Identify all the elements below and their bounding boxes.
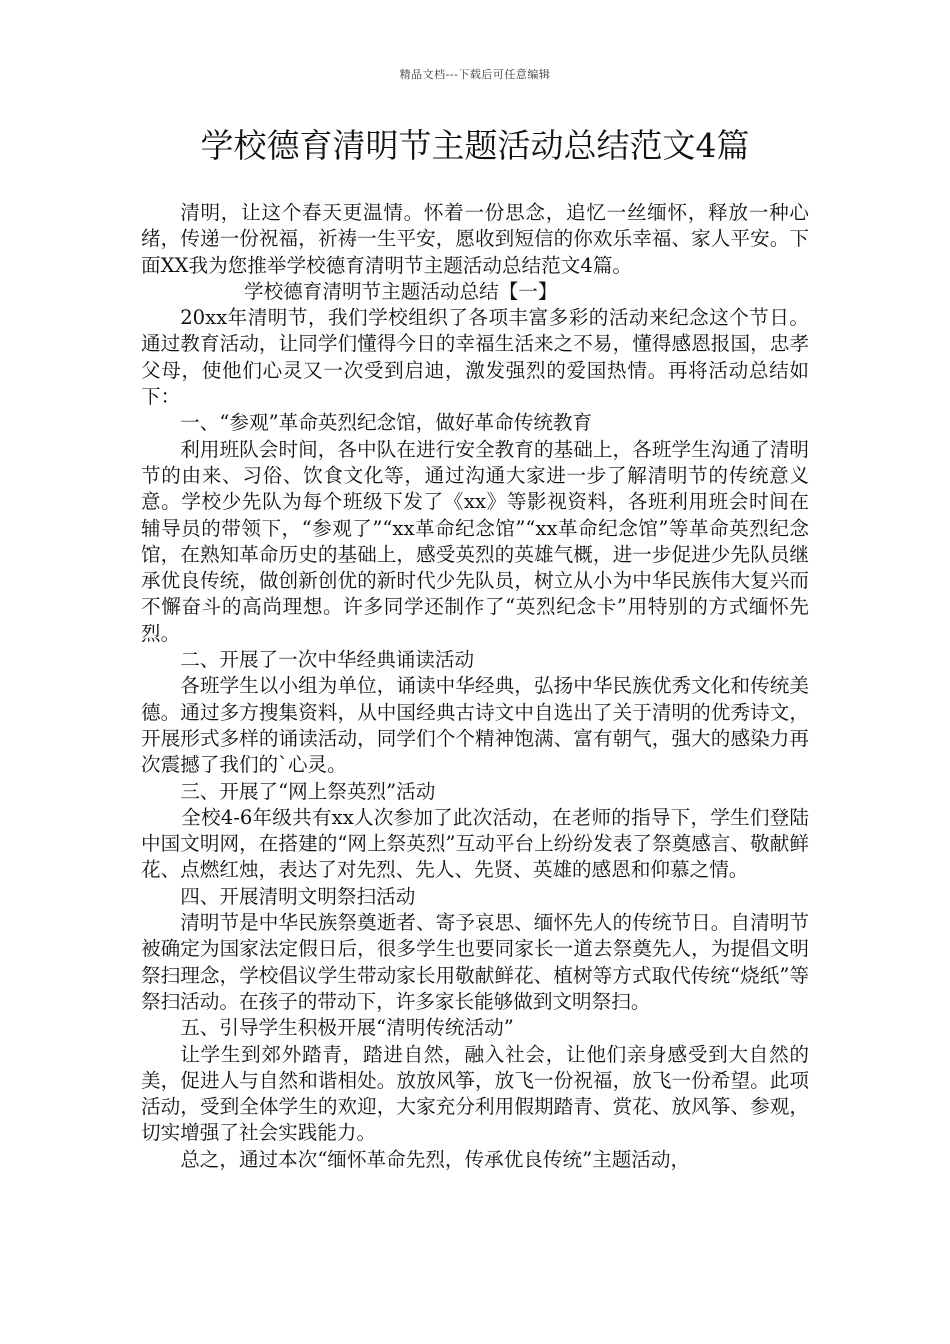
body-paragraph: 清明节是中华民族祭奠逝者、寄予哀思、缅怀先人的传统节日。自清明节被确定为国家法定假日后，很多学生也要同家长一道去祭奠先人，为提倡文明祭扫理念，学校倡议学生带动家长用敬献鲜花、植树等方式取代传统“烧纸”等祭扫活动。在孩子的带动下，许多家长能够做到文明祭扫。 — [141, 911, 809, 1013]
section-subtitle: 学校德育清明节主题活动总结【一】 — [244, 279, 558, 303]
intro-paragraph: 清明，让这个春天更温情。怀着一份思念，追忆一丝缅怀，释放一种心绪，传递一份祝福，祈祷一生平安，愿收到短信的你欢乐幸福、家人平安。下面XX我为您推举学校德育清明节主题活动总结范文4篇。 — [141, 201, 809, 277]
section-heading-2: 二、开展了一次中华经典诵读活动 — [180, 648, 475, 672]
document-title: 学校德育清明节主题活动总结范文4篇 — [200, 126, 750, 165]
body-paragraph: 利用班队会时间，各中队在进行安全教育的基础上，各班学生沟通了清明节的由来、习俗、饮食文化等，通过沟通大家进一步了解清明节的传统意义意。学校少先队为每个班级下发了《xx》等影视资料，各班利用班会时间在辅导员的带领下，“参观了”“xx革命纪念馆”“xx革命纪念馆”等革命英烈纪念馆，在熟知革命历史的基础上，感受英烈的英雄气概，进一步促进少先队员继承优良传统，做创新创优的新时代少先队员，树立从小为中华民族伟大复兴而不懈奋斗的高尚理想。许多同学还制作了“英烈纪念卡”用特别的方式缅怀先烈。 — [141, 437, 809, 645]
document-body — [141, 200, 809, 1173]
body-paragraph: 让学生到郊外踏青，踏进自然，融入社会，让他们亲身感受到大自然的美，促进人与自然和谐相处。放放风筝，放飞一份祝福，放飞一份希望。此项活动，受到全体学生的欢迎，大家充分利用假期踏青、赏花、放风筝、参观，切实增强了社会实践能力。 — [141, 1042, 809, 1145]
page-header: 精品文档---下载后可任意编辑 — [399, 68, 551, 81]
body-paragraph: 20xx年清明节，我们学校组织了各项丰富多彩的活动来纪念这个节日。通过教育活动，让同学们懂得今日的幸福生活来之不易，懂得感恩报国，忠孝父母，使他们心灵又一次受到启迪，激发强烈的爱国热情。再将活动总结如下： — [141, 306, 809, 409]
body-paragraph: 全校4-6年级共有xx人次参加了此次活动，在老师的指导下，学生们登陆中国文明网，在搭建的“网上祭英烈”互动平台上纷纷发表了祭奠感言、敬献鲜花、点燃红烛，表达了对先烈、先人、先贤、英雄的感恩和仰慕之情。 — [141, 805, 809, 882]
body-paragraph: 各班学生以小组为单位，诵读中华经典，弘扬中华民族优秀文化和传统美德。通过多方搜集资料，从中国经典古诗文中自选出了关于清明的优秀诗文，开展形式多样的诵读活动，同学们个个精神饱满、富有朝气，强大的感染力再次震撼了我们的`心灵。 — [141, 674, 809, 777]
section-heading-5: 五、引导学生积极开展“清明传统活动” — [180, 1016, 514, 1040]
section-heading-1: 一、“参观”革命英烈纪念馆，做好革命传统教育 — [180, 411, 593, 435]
body-paragraph: 总之，通过本次“缅怀革命先烈，传承优良传统”主题活动， — [180, 1147, 691, 1171]
section-heading-3: 三、开展了“网上祭英烈”活动 — [180, 779, 436, 803]
section-heading-4: 四、开展清明文明祭扫活动 — [180, 884, 416, 908]
